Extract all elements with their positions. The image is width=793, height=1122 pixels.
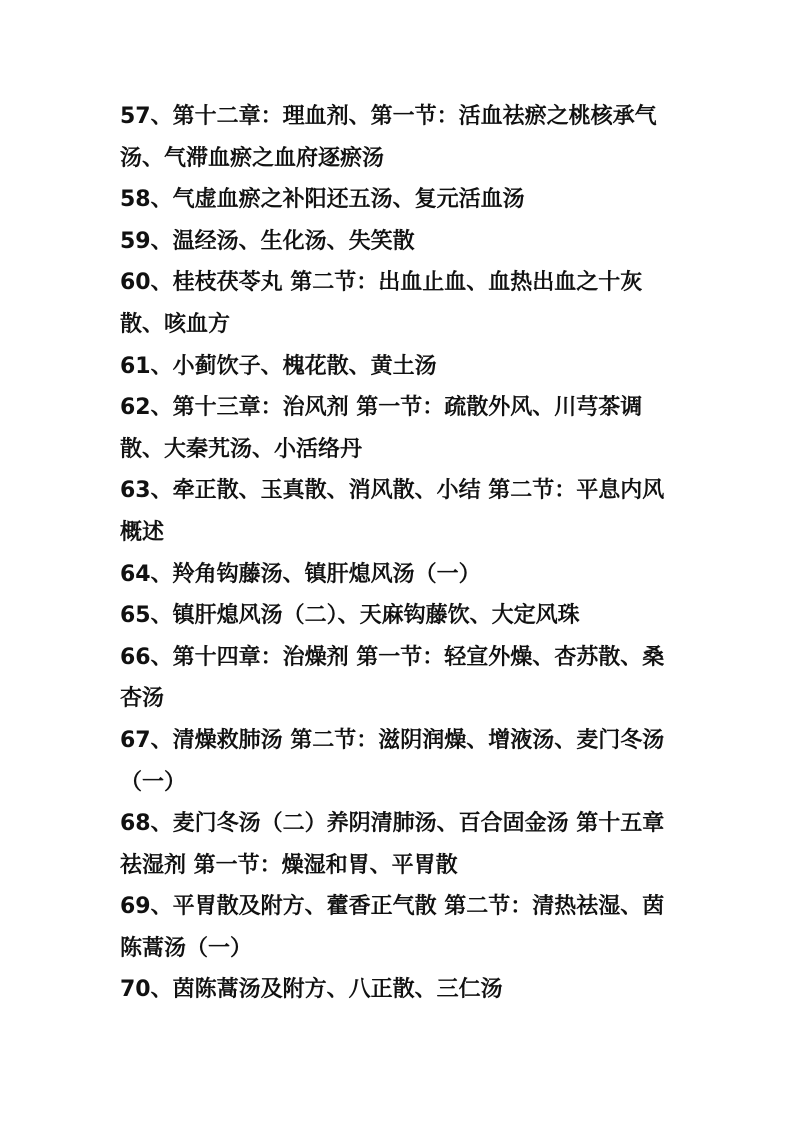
list-item: 66、第十四章：治燥剂 第一节：轻宣外燥、杏苏散、桑杏汤 bbox=[120, 644, 665, 712]
list-item: 62、第十三章：治风剂 第一节：疏散外风、川芎茶调散、大秦艽汤、小活络丹 bbox=[120, 395, 643, 462]
list-item: 60、桂枝茯苓丸 第二节：出血止血、血热出血之十灰散、咳血方 bbox=[120, 270, 643, 337]
list-item: 65、镇肝熄风汤（二）、天麻钩藤饮、大定风珠 bbox=[120, 603, 580, 629]
list-item: 57、第十二章：理血剂、第一节：活血祛瘀之桃核承气汤、气滞血瘀之血府逐瘀汤 bbox=[120, 104, 657, 171]
list-item: 61、小蓟饮子、槐花散、黄土汤 bbox=[120, 353, 437, 379]
list-item: 67、清燥救肺汤 第二节：滋阴润燥、增液汤、麦门冬汤（一） bbox=[120, 727, 665, 795]
list-item: 68、麦门冬汤（二）养阴清肺汤、百合固金汤 第十五章祛湿剂 第一节：燥湿和胃、平胃散 bbox=[120, 811, 665, 878]
list-item: 59、温经汤、生化汤、失笑散 bbox=[120, 228, 415, 254]
list-item: 63、牵正散、玉真散、消风散、小结 第二节：平息内风概述 bbox=[120, 478, 665, 545]
document-body bbox=[120, 96, 676, 1011]
list-item: 70、茵陈蒿汤及附方、八正散、三仁汤 bbox=[120, 977, 503, 1003]
list-item: 58、气虚血瘀之补阳还五汤、复元活血汤 bbox=[120, 187, 525, 213]
list-item: 64、羚角钩藤汤、镇肝熄风汤（一） bbox=[120, 561, 481, 587]
list-item: 69、平胃散及附方、藿香正气散 第二节：清热祛湿、茵陈蒿汤（一） bbox=[120, 894, 665, 961]
